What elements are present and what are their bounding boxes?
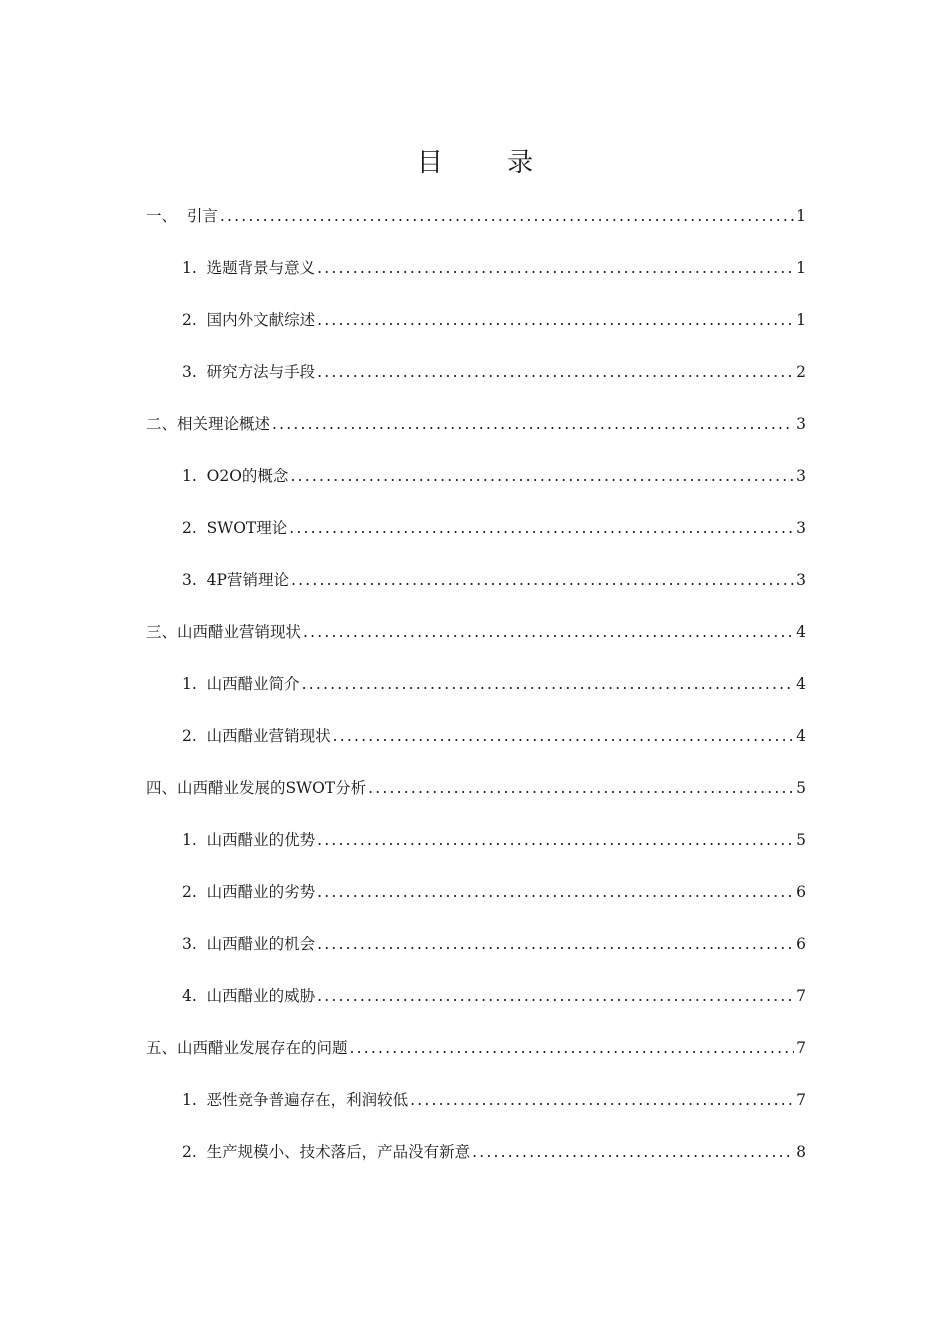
- toc-entry-label: 山西醋业的威胁: [206, 987, 316, 1005]
- toc-entry-label: SWOT理论: [206, 519, 288, 537]
- toc-entry-number: 1.: [182, 467, 207, 485]
- toc-entry-label: 山西醋业的机会: [206, 935, 316, 953]
- toc-entry[interactable]: [182, 723, 806, 775]
- toc-page-number: 4: [796, 675, 806, 693]
- toc-page-number: 7: [796, 1039, 806, 1057]
- toc-page-number: 3: [796, 571, 806, 589]
- toc-entry-label: 引言: [186, 207, 218, 225]
- toc-dot-leader: [350, 1035, 795, 1061]
- toc-entry[interactable]: [182, 983, 806, 1035]
- toc-entry-number: 2.: [182, 519, 207, 537]
- toc-page-number: 1: [796, 259, 806, 277]
- toc-entry-number: 1.: [182, 675, 207, 693]
- toc-entry-number: 4.: [182, 987, 207, 1005]
- toc-dot-leader: [303, 619, 794, 645]
- toc-entry-number: 二、: [146, 415, 178, 433]
- toc-entry-label: 山西醋业发展存在的问题: [177, 1039, 348, 1057]
- page-title: 目 录: [416, 148, 562, 178]
- toc-entry-number: 3.: [182, 363, 207, 381]
- toc-entry-number: 2.: [182, 883, 207, 901]
- toc-entry-number: 1.: [182, 831, 207, 849]
- toc-entry[interactable]: [182, 671, 806, 723]
- toc-entry-label: 山西醋业的劣势: [206, 883, 316, 901]
- toc-dot-leader: [290, 463, 794, 489]
- toc-entry-number: 一、: [146, 207, 187, 225]
- toc-dot-leader: [333, 723, 794, 749]
- toc-entry-label: 山西醋业发展的SWOT分析: [177, 779, 367, 797]
- toc-page-number: 7: [796, 987, 806, 1005]
- toc-page-number: 6: [796, 935, 806, 953]
- toc-entry-label: 4P营销理论: [206, 571, 289, 589]
- toc-entry-number: 2.: [182, 727, 207, 745]
- toc-entry[interactable]: [182, 1139, 806, 1191]
- toc-dot-leader: [368, 775, 794, 801]
- toc-page-number: 1: [796, 207, 806, 225]
- toc-entry[interactable]: [182, 307, 806, 359]
- toc-entry[interactable]: [182, 255, 806, 307]
- toc-entry-label: 恶性竞争普遍存在，利润较低: [206, 1091, 409, 1109]
- toc-dot-leader: [317, 879, 794, 905]
- toc-entry[interactable]: [182, 827, 806, 879]
- toc-entry[interactable]: [182, 1087, 806, 1139]
- toc-entry-label: 相关理论概述: [177, 415, 271, 433]
- toc-entry-number: 3.: [182, 935, 207, 953]
- toc-dot-leader: [317, 931, 794, 957]
- toc-page-number: 5: [796, 779, 806, 797]
- toc-entry-label: 山西醋业营销现状: [206, 727, 331, 745]
- toc-entry-number: 五、: [146, 1039, 178, 1057]
- toc-entry-number: 2.: [182, 1143, 207, 1161]
- toc-entry-label: 研究方法与手段: [206, 363, 316, 381]
- toc-page-number: 7: [796, 1091, 806, 1109]
- toc-dot-leader: [317, 827, 794, 853]
- toc-entry[interactable]: [182, 879, 806, 931]
- toc-page-number: 4: [796, 727, 806, 745]
- toc-page-number: 3: [796, 415, 806, 433]
- toc-entry[interactable]: [146, 203, 806, 255]
- toc-page-number: 4: [796, 623, 806, 641]
- toc-dot-leader: [472, 1139, 794, 1165]
- toc-dot-leader: [302, 671, 794, 697]
- toc-entry[interactable]: [182, 463, 806, 515]
- toc-page-number: 3: [796, 467, 806, 485]
- toc-entry-label: 选题背景与意义: [206, 259, 316, 277]
- toc-entry-number: 1.: [182, 1091, 207, 1109]
- toc-entry[interactable]: [146, 411, 806, 463]
- toc-entry-number: 三、: [146, 623, 178, 641]
- toc-entry-number: 2.: [182, 311, 207, 329]
- toc-dot-leader: [289, 515, 794, 541]
- toc-entry[interactable]: [182, 931, 806, 983]
- toc-entry-number: 1.: [182, 259, 207, 277]
- toc-entry-number: 3.: [182, 571, 207, 589]
- toc-entry-number: 四、: [146, 779, 178, 797]
- toc-entry-label: 国内外文献综述: [206, 311, 316, 329]
- toc-dot-leader: [220, 203, 794, 229]
- toc-entry-label: O2O的概念: [206, 467, 289, 485]
- toc-entry[interactable]: [182, 359, 806, 411]
- toc-dot-leader: [317, 359, 794, 385]
- toc-entry[interactable]: [182, 567, 806, 619]
- toc-page-number: 5: [796, 831, 806, 849]
- toc-entry[interactable]: [146, 1035, 806, 1087]
- toc-entry[interactable]: [182, 515, 806, 567]
- toc-page-number: 3: [796, 519, 806, 537]
- toc-entry-label: 山西醋业的优势: [206, 831, 316, 849]
- toc-page-number: 1: [796, 311, 806, 329]
- toc-entry-label: 山西醋业简介: [206, 675, 300, 693]
- toc-page-number: 6: [796, 883, 806, 901]
- toc-dot-leader: [291, 567, 794, 593]
- toc-entry-label: 山西醋业营销现状: [177, 623, 302, 641]
- toc-dot-leader: [272, 411, 794, 437]
- toc-entry-label: 生产规模小、技术落后，产品没有新意: [206, 1143, 471, 1161]
- toc-entry[interactable]: [146, 619, 806, 671]
- toc-dot-leader: [317, 255, 794, 281]
- toc-entry[interactable]: [146, 775, 806, 827]
- toc-page-number: 2: [796, 363, 806, 381]
- toc-dot-leader: [317, 307, 794, 333]
- toc-page-number: 8: [796, 1143, 806, 1161]
- toc-dot-leader: [410, 1087, 794, 1113]
- toc-dot-leader: [317, 983, 794, 1009]
